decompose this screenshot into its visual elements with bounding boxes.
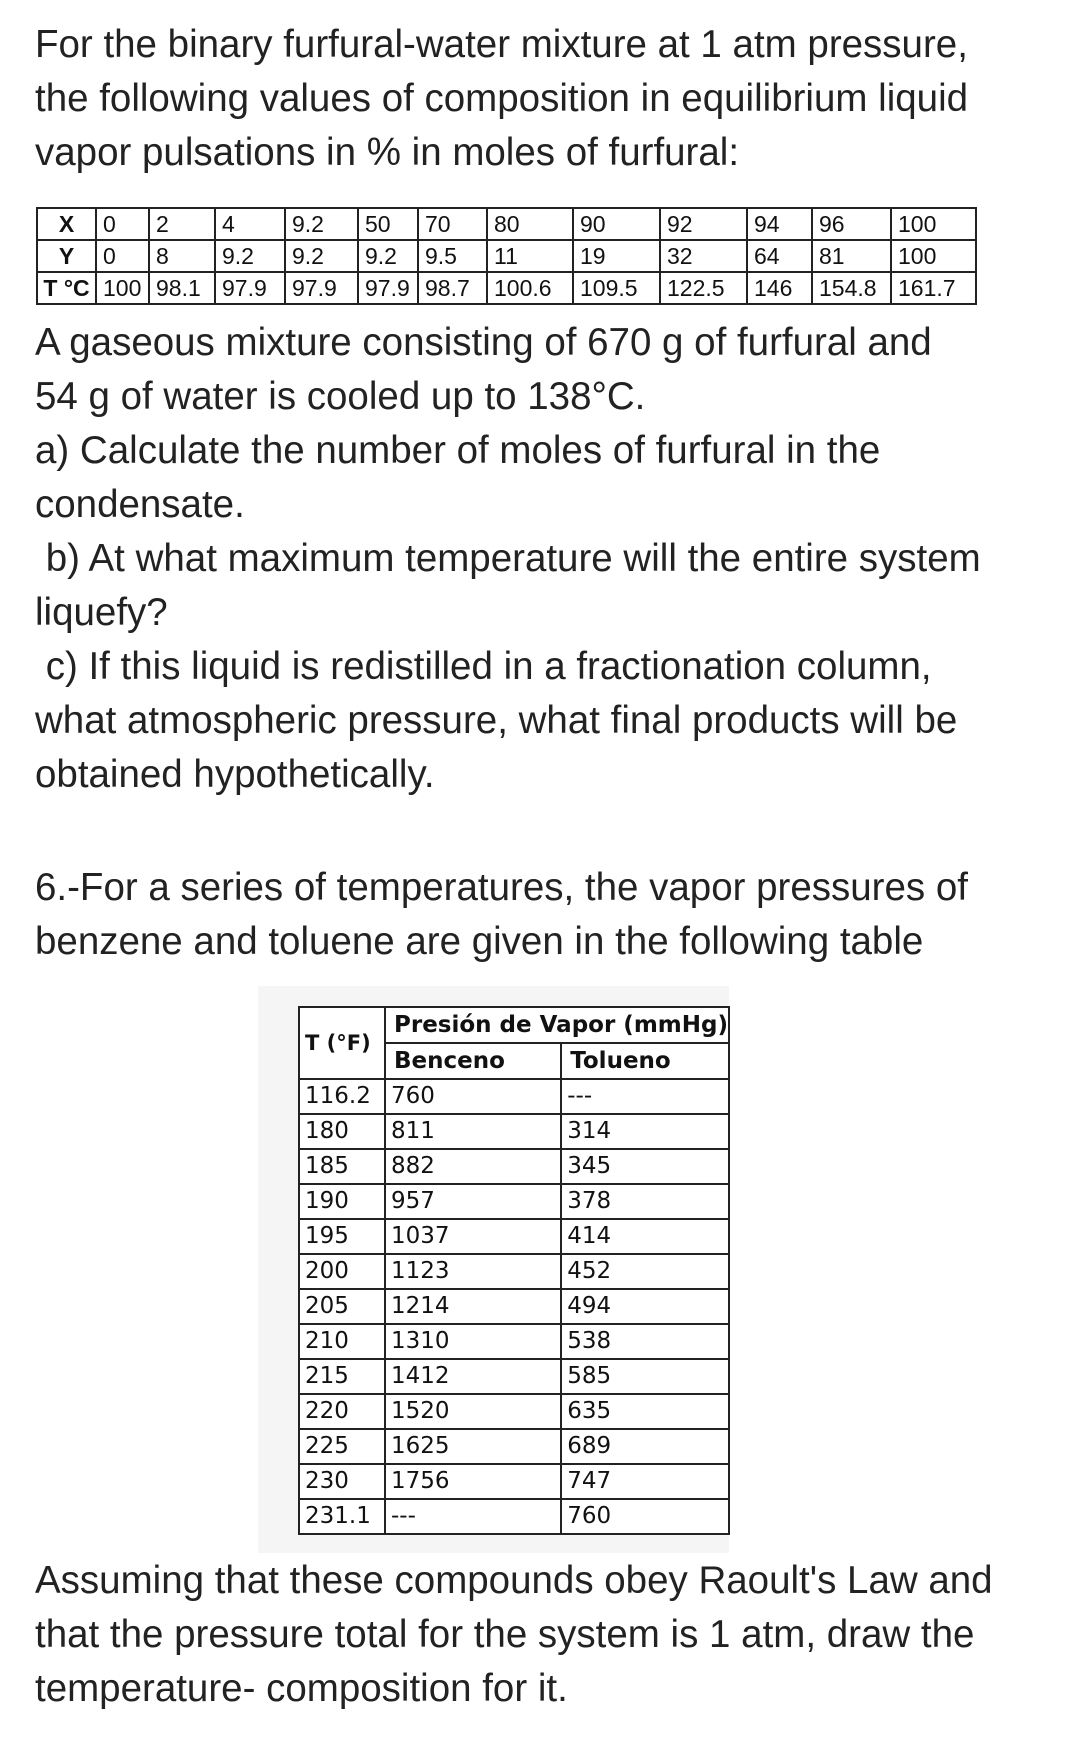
benzene-pressure-cell: 1520	[385, 1394, 561, 1429]
table-cell: 8	[149, 240, 215, 272]
table-cell: 70	[418, 208, 487, 240]
table-cell: 109.5	[573, 272, 660, 304]
toluene-pressure-cell: 538	[561, 1324, 729, 1359]
temperature-cell: 231.1	[299, 1499, 385, 1534]
table-cell: 9.2	[285, 208, 358, 240]
table-row	[299, 1184, 729, 1219]
table-cell: 97.9	[358, 272, 418, 304]
temperature-cell: 180	[299, 1114, 385, 1149]
benzene-pressure-cell: 811	[385, 1114, 561, 1149]
table-row	[37, 272, 976, 304]
benzene-pressure-cell: 1310	[385, 1324, 561, 1359]
table-cell: 9.2	[215, 240, 285, 272]
table-cell: 80	[487, 208, 573, 240]
temperature-cell: 116.2	[299, 1079, 385, 1114]
problem-line: b) At what maximum temperature will the entire system	[35, 537, 981, 580]
table-row	[299, 1429, 729, 1464]
table-row	[299, 1324, 729, 1359]
table-cell: 97.9	[215, 272, 285, 304]
table-row	[37, 208, 976, 240]
problem-line: condensate.	[35, 483, 245, 526]
benzene-pressure-cell: 1625	[385, 1429, 561, 1464]
problem-line: what atmospheric pressure, what final products will be	[35, 699, 958, 742]
table-cell: 100.6	[487, 272, 573, 304]
toluene-column-header: Tolueno	[561, 1043, 729, 1079]
toluene-pressure-cell: 635	[561, 1394, 729, 1429]
benzene-column-header: Benceno	[385, 1043, 561, 1079]
problem-line: A gaseous mixture consisting of 670 g of furfural and	[35, 321, 932, 364]
table-cell: 81	[812, 240, 891, 272]
closing-paragraph	[35, 1554, 1045, 1716]
table-cell: 92	[660, 208, 747, 240]
problem-line: obtained hypothetically.	[35, 753, 435, 796]
vapor-pressure-table-body	[299, 1079, 729, 1534]
intro-paragraph	[35, 18, 1045, 180]
row-header: T °C	[37, 272, 96, 304]
table-cell: 96	[812, 208, 891, 240]
toluene-pressure-cell: 414	[561, 1219, 729, 1254]
toluene-pressure-cell: 378	[561, 1184, 729, 1219]
intro-line: the following values of composition in equilibrium liquid	[35, 77, 969, 120]
toluene-pressure-cell: 494	[561, 1289, 729, 1324]
table-cell: 64	[747, 240, 812, 272]
problem-line: c) If this liquid is redistilled in a fractionation column,	[35, 645, 932, 688]
problem-line: a) Calculate the number of moles of furfural in the	[35, 429, 881, 472]
table-cell: 122.5	[660, 272, 747, 304]
table-cell: 0	[96, 208, 149, 240]
table-row	[299, 1394, 729, 1429]
row-header: X	[37, 208, 96, 240]
problem-line: 54 g of water is cooled up to 138°C.	[35, 375, 646, 418]
intro-line: For the binary furfural-water mixture at 1 atm pressure,	[35, 23, 968, 66]
table-cell: 154.8	[812, 272, 891, 304]
benzene-pressure-cell: 1756	[385, 1464, 561, 1499]
table-cell: 146	[747, 272, 812, 304]
toluene-pressure-cell: 585	[561, 1359, 729, 1394]
toluene-pressure-cell: 314	[561, 1114, 729, 1149]
benzene-pressure-cell: 1412	[385, 1359, 561, 1394]
closing-line: that the pressure total for the system is 1 atm, draw the	[35, 1613, 975, 1656]
closing-line: temperature- composition for it.	[35, 1667, 568, 1710]
problem-line: 6.-For a series of temperatures, the vapor pressures of	[35, 866, 968, 909]
table-cell: 9.5	[418, 240, 487, 272]
table-cell: 0	[96, 240, 149, 272]
table-row	[299, 1359, 729, 1394]
table-row	[299, 1254, 729, 1289]
temperature-cell: 215	[299, 1359, 385, 1394]
toluene-pressure-cell: 760	[561, 1499, 729, 1534]
vapor-pressure-table	[298, 1006, 730, 1535]
table-cell: 2	[149, 208, 215, 240]
benzene-pressure-cell: 1123	[385, 1254, 561, 1289]
intro-line: vapor pulsations in % in moles of furfural:	[35, 131, 740, 174]
table-cell: 100	[96, 272, 149, 304]
table-cell: 19	[573, 240, 660, 272]
benzene-pressure-cell: ---	[385, 1499, 561, 1534]
temperature-cell: 220	[299, 1394, 385, 1429]
table-cell: 50	[358, 208, 418, 240]
table-cell: 4	[215, 208, 285, 240]
table-cell: 11	[487, 240, 573, 272]
table-cell: 161.7	[891, 272, 976, 304]
temperature-cell: 195	[299, 1219, 385, 1254]
table-row	[299, 1079, 729, 1114]
temperature-cell: 205	[299, 1289, 385, 1324]
table-cell: 90	[573, 208, 660, 240]
toluene-pressure-cell: 747	[561, 1464, 729, 1499]
problem-5-paragraph	[35, 316, 1045, 802]
vapor-pressure-group-header: Presión de Vapor (mmHg)	[385, 1007, 729, 1043]
benzene-pressure-cell: 882	[385, 1149, 561, 1184]
temperature-cell: 230	[299, 1464, 385, 1499]
benzene-pressure-cell: 957	[385, 1184, 561, 1219]
table-cell: 100	[891, 208, 976, 240]
temperature-cell: 185	[299, 1149, 385, 1184]
toluene-pressure-cell: 689	[561, 1429, 729, 1464]
table-row	[299, 1219, 729, 1254]
problem-line: liquefy?	[35, 591, 168, 634]
temperature-cell: 200	[299, 1254, 385, 1289]
table-cell: 100	[891, 240, 976, 272]
closing-line: Assuming that these compounds obey Raoult's Law and	[35, 1559, 993, 1602]
problem-6-paragraph	[35, 861, 1045, 969]
table-cell: 97.9	[285, 272, 358, 304]
benzene-pressure-cell: 1037	[385, 1219, 561, 1254]
temperature-cell: 225	[299, 1429, 385, 1464]
equilibrium-table-body	[37, 208, 976, 304]
table-cell: 94	[747, 208, 812, 240]
temperature-column-header: T (°F)	[299, 1007, 385, 1079]
table-row	[299, 1499, 729, 1534]
table-row	[37, 240, 976, 272]
toluene-pressure-cell: 345	[561, 1149, 729, 1184]
table-cell: 9.2	[358, 240, 418, 272]
problem-line: benzene and toluene are given in the following table	[35, 920, 924, 963]
table-row	[299, 1289, 729, 1324]
temperature-cell: 190	[299, 1184, 385, 1219]
row-header: Y	[37, 240, 96, 272]
table-cell: 9.2	[285, 240, 358, 272]
toluene-pressure-cell: 452	[561, 1254, 729, 1289]
table-row	[299, 1464, 729, 1499]
temperature-cell: 210	[299, 1324, 385, 1359]
table-cell: 98.1	[149, 272, 215, 304]
benzene-pressure-cell: 1214	[385, 1289, 561, 1324]
table-cell: 98.7	[418, 272, 487, 304]
toluene-pressure-cell: ---	[561, 1079, 729, 1114]
benzene-pressure-cell: 760	[385, 1079, 561, 1114]
table-row	[299, 1149, 729, 1184]
table-cell: 32	[660, 240, 747, 272]
table-row	[299, 1114, 729, 1149]
furfural-water-equilibrium-table	[36, 207, 977, 305]
